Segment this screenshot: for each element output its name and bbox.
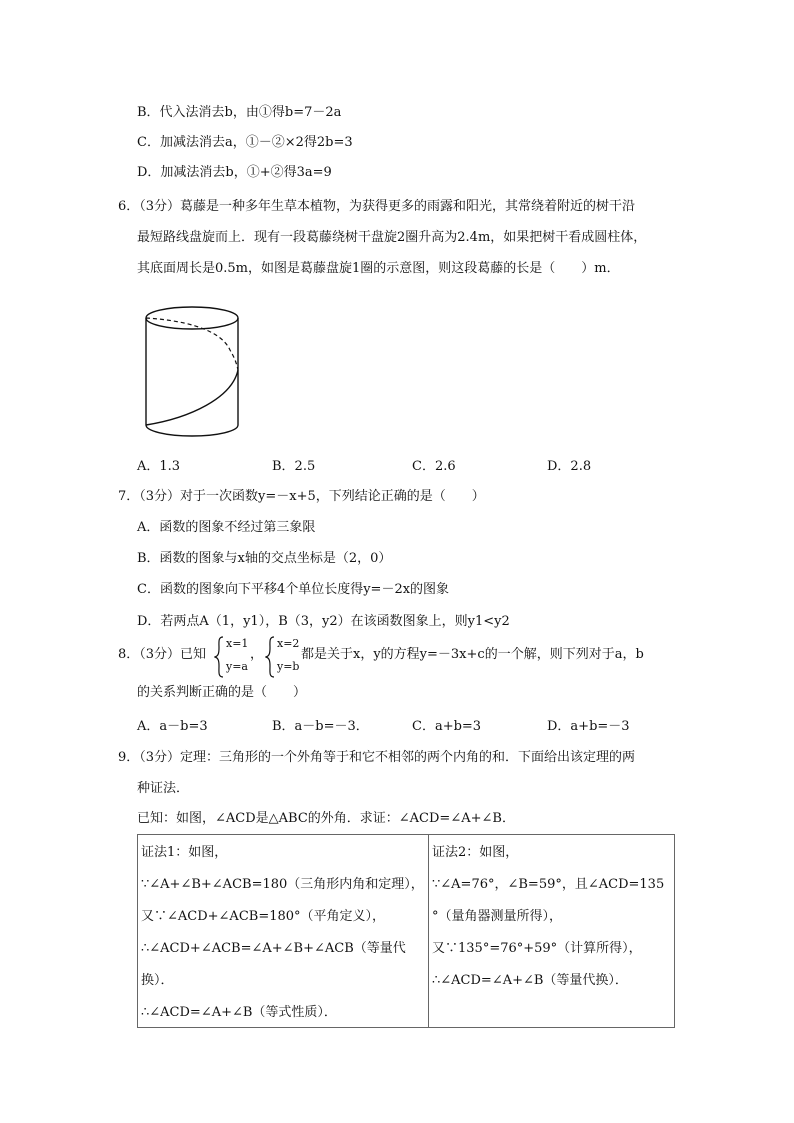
q5-option-d: D．加减法消去b，①+②得3a=9 (137, 165, 332, 180)
proof1-line: ∴∠ACD=∠A+∠B（等式性质）． (141, 1005, 337, 1020)
q6-choice-d: D．2.8 (547, 459, 592, 474)
proof2-line: °（量角器测量所得）， (432, 909, 563, 924)
q6-choice-a: A．1.3 (137, 459, 181, 474)
q8-system1-bottom: y=a (226, 660, 248, 673)
cylinder-top-ellipse (146, 307, 238, 329)
q6-choices (137, 455, 697, 475)
proof1-line: 换）． (141, 973, 174, 988)
q8-system1-brace (214, 636, 224, 678)
q6-stem-line2: 最短路线盘旋而上．现有一段葛藤绕树干盘旋2圈升高为2.4m，如果把树干看成圆柱体， (137, 230, 647, 245)
q6-stem-line1: 6．（3分）葛藤是一种多年生草本植物，为获得更多的雨露和阳光，其常绕着附近的树干沿 (118, 199, 636, 214)
q9-stem-line1: 9．（3分）定理：三角形的一个外角等于和它不相邻的两个内角的和．下面给出该定理的两 (118, 750, 636, 765)
q6-choice-b: B．2.5 (272, 459, 316, 474)
proof1-line: 又∵∠ACD+∠ACB=180°（平角定义）， (141, 909, 386, 924)
q7-option-c: C．函数的图象向下平移4个单位长度得y=－2x的图象 (137, 582, 450, 597)
q8-system2-top: x=2 (277, 637, 300, 650)
vine-visible-curve (146, 370, 238, 425)
q8-system1-top: x=1 (226, 637, 249, 650)
proof2-line: 又∵135°=76°+59°（计算所得）， (432, 941, 642, 956)
q8-stem-line2: 的关系判断正确的是（ ） (137, 685, 307, 700)
q8-prefix: 8．（3分）已知 (118, 647, 207, 662)
q6-choice-c: C．2.6 (412, 459, 456, 474)
q8-choices (137, 715, 697, 735)
q7-option-b: B．函数的图象与x轴的交点坐标是（2，0） (137, 551, 392, 566)
q7-option-a: A．函数的图象不经过第三象限 (137, 520, 316, 535)
q7-stem: 7．（3分）对于一次函数y=－x+5，下列结论正确的是（ ） (118, 489, 485, 504)
q9-given: 已知：如图，∠ACD是△ABC的外角．求证：∠ACD=∠A+∠B． (137, 811, 515, 826)
cylinder-vine-figure (140, 298, 244, 440)
proof1-line: ∴∠ACD+∠ACB=∠A+∠B+∠ACB（等量代 (141, 941, 406, 956)
q8-system2-brace (265, 636, 275, 678)
proof2-line: ∴∠ACD=∠A+∠B（等量代换）． (432, 973, 628, 988)
proof1-line: 证法1：如图， (141, 845, 228, 860)
q7-option-d: D．若两点A（1，y1），B（3，y2）在该函数图象上，则y1<y2 (137, 614, 510, 629)
q9-proof-table (137, 834, 675, 1028)
q5-option-c: C．加减法消去a，①－②×2得2b=3 (137, 135, 353, 150)
q8-choice-a: A．a－b=3 (137, 719, 208, 734)
proof-method-2 (429, 835, 675, 1028)
proof2-line: ∵∠A=76°，∠B=59°，且∠ACD=135 (432, 877, 665, 892)
q8-choice-b: B．a－b=－3． (272, 719, 369, 734)
q6-stem-line3: 其底面周长是0.5m，如图是葛藤盘旋1圈的示意图，则这段葛藤的长是（ ）m． (137, 261, 620, 276)
proof2-line: 证法2：如图， (432, 845, 519, 860)
cylinder-bottom-front-arc (146, 425, 238, 436)
proof1-line: ∵∠A+∠B+∠ACB=180（三角形内角和定理）， (141, 877, 424, 892)
q9-stem-line2: 种证法． (137, 781, 190, 796)
q8-comma: ， (250, 647, 264, 662)
q8-system2-bottom: y=b (277, 660, 300, 673)
q5-option-b: B．代入法消去b，由①得b=7－2a (137, 105, 342, 120)
q8-choice-d: D．a+b=－3 (547, 719, 630, 734)
q8-choice-c: C．a+b=3 (412, 719, 482, 734)
q8-suffix: 都是关于x，y的方程y=－3x+c的一个解，则下列对于a，b (301, 647, 644, 662)
proof-method-1 (138, 835, 429, 1028)
